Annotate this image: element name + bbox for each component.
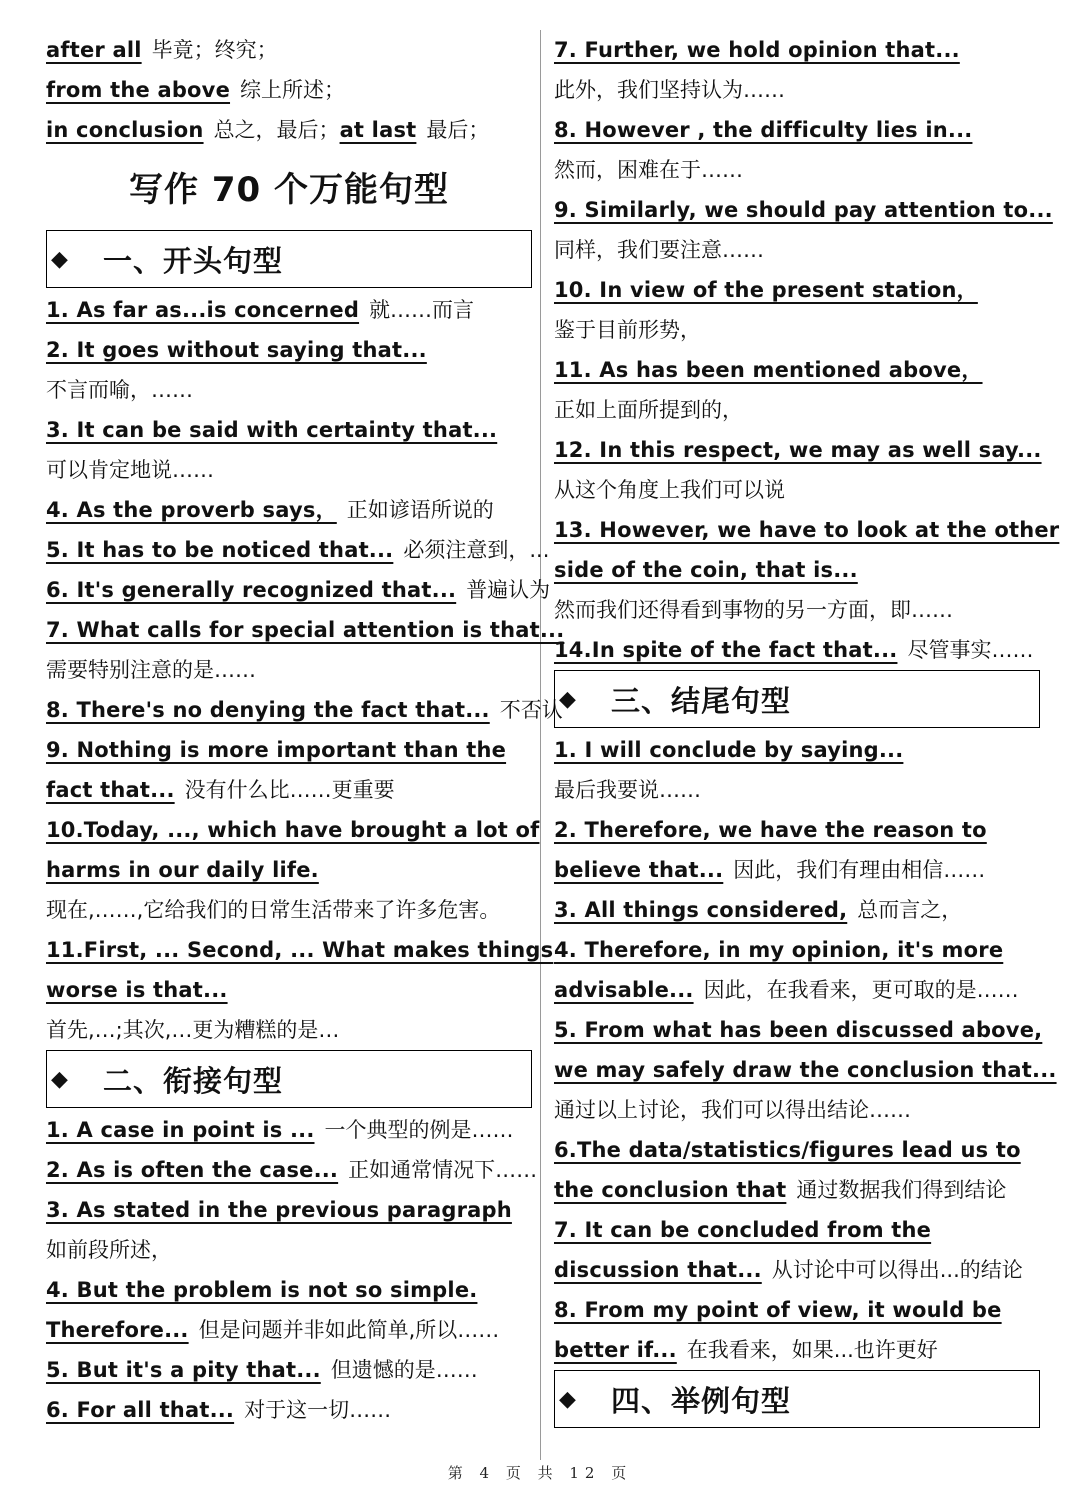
sentence-line — [554, 890, 1040, 930]
phrase-en: 12. In this respect, we may as well say... — [554, 438, 1042, 462]
phrase-zh: 尽管事实…… — [907, 638, 1034, 662]
sentence-line — [554, 1170, 1040, 1210]
sentence-line — [46, 530, 550, 570]
sentence-line — [554, 150, 1040, 190]
phrase-zh: 然而，困难在于…… — [554, 158, 743, 182]
section-lines-opening — [46, 290, 565, 1050]
section-lines-ending — [554, 730, 1057, 1370]
phrase-en: worse is that... — [46, 978, 228, 1002]
phrase-en: 7. What calls for special attention is that... — [46, 618, 565, 642]
phrase-zh: 正如通常情况下…… — [348, 1158, 538, 1182]
phrase-en: 3. As stated in the previous paragraph — [46, 1198, 512, 1222]
phrase-zh: 鉴于目前形势， — [554, 318, 701, 342]
phrase-zh: 同样，我们要注意…… — [554, 238, 764, 262]
phrase-zh: 通过以上讨论，我们可以得出结论…… — [554, 1098, 911, 1122]
phrase-en: 9. Nothing is more important than the — [46, 738, 507, 762]
phrase-en: we may safely draw the conclusion that... — [554, 1058, 1057, 1082]
sentence-line — [46, 850, 532, 890]
phrase-zh: 必须注意到，... — [403, 538, 550, 562]
phrase-en: 6.The data/statistics/figures lead us to — [554, 1138, 1021, 1162]
sentence-line — [46, 370, 532, 410]
section-title: 一、开头句型 — [103, 243, 284, 278]
sentence-line — [554, 1250, 1040, 1290]
phrase-zh: 总而言之， — [857, 898, 963, 922]
intro-line — [46, 110, 532, 150]
phrase-zh: 普遍认为 — [466, 578, 551, 602]
sentence-line — [554, 1130, 1040, 1170]
sentence-line — [554, 1330, 1040, 1370]
sentence-line — [46, 450, 532, 490]
phrase-en: 8. From my point of view, it would be — [554, 1298, 1002, 1322]
phrase-en: 4. As the proverb says， — [46, 498, 337, 522]
sentence-line — [554, 930, 1040, 970]
sentence-line — [46, 1230, 532, 1270]
sentence-line — [46, 570, 551, 610]
diamond-bullet-icon: ◆ — [51, 246, 68, 272]
phrase-en: discussion that... — [554, 1258, 762, 1282]
sentence-line — [554, 1090, 1040, 1130]
phrase-zh: 一个典型的例是…… — [324, 1118, 514, 1142]
section-lines-transition — [46, 1110, 538, 1430]
sentence-line — [554, 770, 1040, 810]
phrase-en: 6. It's generally recognized that... — [46, 578, 457, 602]
phrase-zh: 现在,……,它给我们的日常生活带来了许多危害。 — [46, 898, 501, 922]
intro-line — [46, 70, 532, 110]
sentence-line — [46, 1310, 532, 1350]
phrase-zh: 最后； — [426, 118, 490, 142]
sentence-line — [554, 850, 1040, 890]
sentence-line — [554, 970, 1040, 1010]
phrase-en: 11.First, ... Second, ... What makes things — [46, 938, 554, 962]
phrase-en: 5. It has to be noticed that... — [46, 538, 394, 562]
phrase-zh: 通过数据我们得到结论 — [796, 1178, 1007, 1202]
sentence-line — [46, 1390, 532, 1430]
phrase-en: 11. As has been mentioned above， — [554, 358, 983, 382]
phrase-en: 1. I will conclude by saying... — [554, 738, 904, 762]
diamond-bullet-icon: ◆ — [559, 1386, 576, 1412]
phrase-en: from the above — [46, 78, 231, 102]
phrase-zh: 因此，我们有理由相信…… — [733, 858, 986, 882]
sentence-line — [554, 730, 1040, 770]
phrase-zh: 但是问题并非如此简单,所以…… — [198, 1318, 500, 1342]
phrase-en: 2. As is often the case... — [46, 1158, 339, 1182]
sentence-line — [554, 390, 1040, 430]
phrase-zh: 但遗憾的是…… — [330, 1358, 478, 1382]
phrase-zh: 正如谚语所说的 — [346, 498, 494, 522]
phrase-en: 4. But the problem is not so simple. — [46, 1278, 478, 1302]
right-column — [554, 30, 1060, 1430]
diamond-bullet-icon: ◆ — [559, 686, 576, 712]
sentence-line — [554, 430, 1040, 470]
sentence-line — [554, 30, 1040, 70]
phrase-en: 1. A case in point is ... — [46, 1118, 315, 1142]
column-divider — [540, 30, 541, 1460]
sentence-line — [46, 290, 532, 330]
phrase-zh: 从这个角度上我们可以说 — [554, 478, 785, 502]
phrase-en: 10.Today, ..., which have brought a lot of — [46, 818, 540, 842]
sentence-line — [554, 70, 1040, 110]
phrase-en: advisable... — [554, 978, 694, 1002]
sentence-line — [46, 1010, 532, 1050]
section-heading-ending — [554, 670, 1040, 728]
phrase-zh: 正如上面所提到的， — [554, 398, 743, 422]
sentence-line — [46, 1150, 538, 1190]
section-title: 四、举例句型 — [611, 1383, 792, 1418]
phrase-zh: 不否认 — [499, 698, 563, 722]
phrase-en: 3. All things considered, — [554, 898, 848, 922]
sentence-line — [554, 350, 1040, 390]
sentence-line — [554, 510, 1060, 550]
sentence-line — [46, 610, 565, 650]
phrase-zh: 总之，最后； — [213, 118, 340, 142]
sentence-line — [46, 730, 532, 770]
document-title: 写作 70 个万能句型 — [129, 170, 449, 210]
phrase-zh: 不言而喻，…… — [46, 378, 193, 402]
phrase-en: 8. However , the difficulty lies in... — [554, 118, 973, 142]
sentence-line — [46, 690, 563, 730]
phrase-en: 6. For all that... — [46, 1398, 235, 1422]
section-title: 二、衔接句型 — [103, 1063, 284, 1098]
phrase-en: after all — [46, 38, 142, 62]
phrase-zh: 对于这一切…… — [244, 1398, 392, 1422]
phrase-zh: 然而我们还得看到事物的另一方面，即…… — [554, 598, 953, 622]
sentence-line — [554, 110, 1040, 150]
phrase-en: 7. It can be concluded from the — [554, 1218, 932, 1242]
sentence-line — [554, 270, 1040, 310]
sentence-line — [554, 1010, 1043, 1050]
sentence-line — [46, 330, 532, 370]
section-heading-transition — [46, 1050, 532, 1108]
phrase-zh: 最后我要说…… — [554, 778, 701, 802]
sentence-line — [554, 1050, 1057, 1090]
phrase-en: in conclusion — [46, 118, 204, 142]
sentence-line — [46, 970, 532, 1010]
section-heading-examples — [554, 1370, 1040, 1428]
phrase-zh: 毕竟；终究； — [151, 38, 278, 62]
sentence-line — [46, 1350, 532, 1390]
sentence-line — [554, 230, 1040, 270]
phrase-zh: 如前段所述， — [46, 1238, 172, 1262]
phrase-zh: 此外，我们坚持认为…… — [554, 78, 785, 102]
sentence-line — [46, 1110, 532, 1150]
phrase-en: at last — [339, 118, 417, 142]
left-column — [46, 30, 565, 1430]
phrase-zh: 在我看来，如果...也许更好 — [686, 1338, 938, 1362]
sentence-line — [46, 490, 532, 530]
phrase-en: 2. It goes without saying that... — [46, 338, 427, 362]
phrase-zh: 综上所述； — [240, 78, 346, 102]
sentence-line — [46, 410, 532, 450]
phrase-en: 4. Therefore, in my opinion, it's more — [554, 938, 1004, 962]
phrase-en: 13. However, we have to look at the other — [554, 518, 1060, 542]
phrase-en: 10. In view of the present station， — [554, 278, 978, 302]
sentence-line — [46, 650, 532, 690]
phrase-en: 9. Similarly, we should pay attention to... — [554, 198, 1053, 222]
sentence-line — [554, 550, 1040, 590]
phrase-en: Therefore... — [46, 1318, 189, 1342]
phrase-en: side of the coin, that is... — [554, 558, 858, 582]
sentence-line — [46, 1270, 532, 1310]
phrase-en: believe that... — [554, 858, 724, 882]
phrase-en: harms in our daily life. — [46, 858, 319, 882]
phrase-zh: 需要特别注意的是…… — [46, 658, 256, 682]
sentence-line — [554, 810, 1040, 850]
diamond-bullet-icon: ◆ — [51, 1066, 68, 1092]
phrase-en: 14.In spite of the fact that... — [554, 638, 898, 662]
phrase-en: 5. But it's a pity that... — [46, 1358, 321, 1382]
sentence-line — [46, 1190, 532, 1230]
sentence-line — [554, 310, 1040, 350]
phrase-en: 1. As far as...is concerned — [46, 298, 360, 322]
phrase-en: 5. From what has been discussed above, — [554, 1018, 1043, 1042]
sentence-line — [554, 1210, 1040, 1250]
phrase-en: 7. Further, we hold opinion that... — [554, 38, 960, 62]
sentence-line — [46, 890, 532, 930]
phrase-en: the conclusion that — [554, 1178, 787, 1202]
section-lines-transition-continued — [554, 30, 1060, 670]
phrase-en: 2. Therefore, we have the reason to — [554, 818, 987, 842]
phrase-zh: 可以肯定地说…… — [46, 458, 214, 482]
sentence-line — [554, 470, 1040, 510]
phrase-zh: 就……而言 — [369, 298, 475, 322]
sentence-line — [46, 770, 532, 810]
section-title: 三、结尾句型 — [611, 683, 792, 718]
phrase-zh: 没有什么比……更重要 — [184, 778, 395, 802]
sentence-line — [554, 190, 1053, 230]
sentence-line — [554, 590, 1040, 630]
phrase-zh: 因此，在我看来，更可取的是…… — [703, 978, 1019, 1002]
phrase-zh: 首先,…;其次,…更为糟糕的是… — [46, 1018, 340, 1042]
phrase-en: 8. There's no denying the fact that... — [46, 698, 490, 722]
page-footer: 第 4 页 共 12 页 — [447, 1464, 633, 1482]
sentence-line — [46, 930, 554, 970]
phrase-zh: 从讨论中可以得出...的结论 — [771, 1258, 1023, 1282]
intro-line — [46, 30, 532, 70]
sentence-line — [554, 630, 1040, 670]
phrase-en: better if... — [554, 1338, 677, 1362]
phrase-en: fact that... — [46, 778, 175, 802]
section-heading-opening — [46, 230, 532, 288]
sentence-line — [46, 810, 540, 850]
sentence-line — [554, 1290, 1040, 1330]
phrase-en: 3. It can be said with certainty that... — [46, 418, 498, 442]
